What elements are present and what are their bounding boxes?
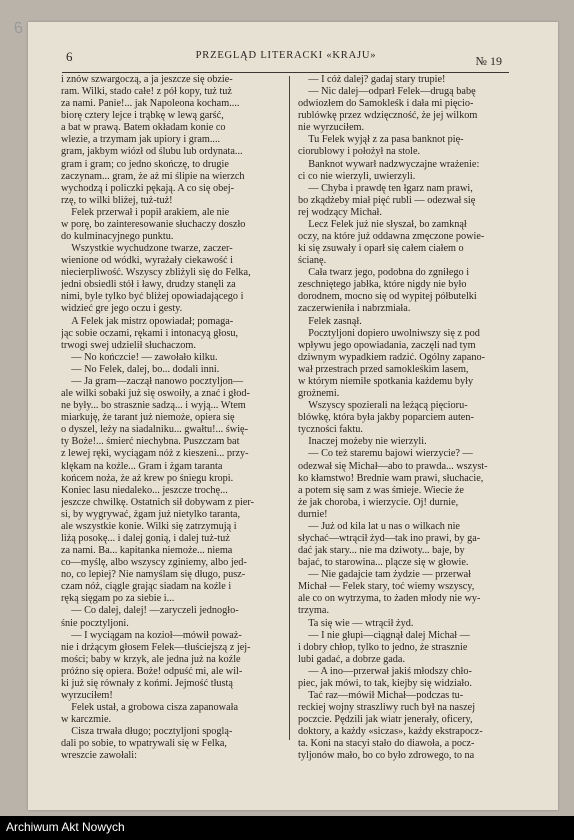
text-line: dać jak stary... nie ma dziwoty... baje, by xyxy=(298,545,465,557)
text-line: gram, jakbym wiózł od ślubu lub ordynata... xyxy=(61,146,243,158)
archive-footer-bar xyxy=(0,816,574,840)
text-line: ram. Wilki, stado całe! z pół kopy, tuż tuż xyxy=(61,86,232,98)
text-line: ścianę. xyxy=(298,255,327,267)
text-line: zaczerwieniła i nabrzmiała. xyxy=(298,303,411,315)
text-line: w porę, bo zainteresowanie słuchaczy doszło xyxy=(61,218,246,230)
text-line: — Nie gadajcie tam żydzie — przerwał xyxy=(298,569,472,581)
text-line: biorę cztery lejce i trąbkę w lewą garść, xyxy=(61,110,224,122)
text-line: trzyma. xyxy=(298,605,330,617)
text-line: jedni obsiedli stół i ławy, drudzy stanęli za xyxy=(61,279,236,291)
text-line: — No kończcie! — zawołało kilku. xyxy=(61,351,218,363)
text-line: bajać, to starowina... plącze się w głowie. xyxy=(298,557,469,569)
text-line: o dyszel, leży na siadalniku... gwałtu!... świę- xyxy=(61,424,249,436)
text-line: ne były... bo strasznie sadzą... i wyją... Wtem xyxy=(61,400,246,412)
text-line: — A ino—przerwał jakiś młodszy chło- xyxy=(298,665,472,677)
text-line: — Co dalej, dalej! —zaryczeli jednogło- xyxy=(61,605,239,617)
text-line: — Co też staremu bajowi wierzycie? — xyxy=(298,448,473,460)
text-line: tyljonów mało, bo co było zdrowego, to na xyxy=(298,750,475,762)
pencil-page-mark: 6 xyxy=(12,19,24,38)
text-line: oczy, na które już oddawna zmęczone powie- xyxy=(298,231,485,243)
text-line: rublówkę przez wdzięczność, że jej wilkom xyxy=(298,110,478,122)
text-line: dorodnem, mocno się od wypitej półbutelki xyxy=(298,291,477,303)
text-line: śnie pocztyljoni. xyxy=(61,617,129,629)
text-line: Wszyscy spozierali na leżącą pięcioru- xyxy=(298,400,468,412)
text-line: do kulminacyjnego punktu. xyxy=(61,231,174,243)
text-line: w karczmie. xyxy=(61,714,112,726)
text-line: nie wyrzuciłem. xyxy=(298,122,365,134)
text-line: liżą posokę... i dalej gonią, i dalej tuż-tuż xyxy=(61,532,230,544)
text-line: — I nie głupi—ciągnął dalej Michał — xyxy=(298,629,470,641)
text-line: Lecz Felek już nie słyszał, bo zamknął xyxy=(298,218,467,230)
text-line: wpływu jego opowiadania, zaczęli nad tym xyxy=(298,339,476,351)
text-line: trwogi swej udzielił słuchaczom. xyxy=(61,339,196,351)
text-line: nie i drżącym głosem Felek—tłuściejszą z jej- xyxy=(61,641,251,653)
text-line: ale wilki sobaki już się oswoiły, a znać i głod- xyxy=(61,388,250,400)
text-line: klękam na koźle... Gram i żgam taranta xyxy=(61,460,223,472)
text-line: si, by wygrywać, żgam już nietylko taranta, xyxy=(61,508,241,520)
text-line: ki już się równały z końmi. Jejmość tłustą xyxy=(61,677,233,689)
text-line: blówkę, która była jakby poparciem auten- xyxy=(298,412,474,424)
text-line: Michał — Felek stary, toć wiemy wszyscy, xyxy=(298,581,475,593)
text-line: Inaczej możeby nie wierzyli. xyxy=(298,436,427,448)
text-line: ko kłamstwo! Brednie wam prawi, słuchacie, xyxy=(298,472,484,484)
text-line: — I cóż dalej? gadaj stary trupie! xyxy=(298,74,446,85)
text-line: jeszcze chwilkę. Ostatnich sił dobywam z pier- xyxy=(61,496,255,508)
text-line: Tać raz—mówił Michał—podczas tu- xyxy=(298,689,464,701)
text-line: mości; baby w krzyk, ale jedna już na koźle xyxy=(61,653,241,665)
text-line: durnie! xyxy=(298,508,328,520)
text-line: zeschniętego jabłka, które nigdy nie było xyxy=(298,279,467,291)
column-divider xyxy=(289,76,290,740)
text-line: a potem się sam z was śmieje. Wiecie że xyxy=(298,484,464,496)
text-line: Banknot wywarł nadzwyczajne wrażenie: xyxy=(298,158,480,170)
text-line: dziwnym wypadkiem radzić. Ogólny zapano- xyxy=(298,351,486,363)
text-line: widzieć gre jego oczu i gesty. xyxy=(61,303,183,315)
text-line: miarkuję, że tarant już niemoże, opiera się xyxy=(61,412,235,424)
text-line: wał przestrach przed samokleśkim lasem, xyxy=(298,363,469,375)
page-header xyxy=(52,46,520,72)
text-line: wychodzą i policzki pękają. A co się obej- xyxy=(61,182,235,194)
text-line: piec, jak mówi, to tak, kiejby się widziało. xyxy=(298,677,472,689)
text-line: — Już od kila lat u nas o wilkach nie xyxy=(298,520,460,532)
text-line: ręką sięgam po za siebie i... xyxy=(61,593,175,605)
text-line: — Ja gram—zaczął nanowo pocztyljon— xyxy=(61,375,244,387)
text-line: w którym niemiłe spotkania każdemu były xyxy=(298,375,474,387)
text-line: — I wyciągam na kozioł—mówił poważ- xyxy=(61,629,242,641)
text-line: nimi, byle tylko być bliżej opowiadającego i xyxy=(61,291,244,303)
text-line: co—myślę, albo wszyscy zginiemy, albo jed- xyxy=(61,557,247,569)
text-line: gram i gram; co jedno skończę, to drugie xyxy=(61,158,229,170)
left-text-column xyxy=(61,74,283,762)
text-line: Tu Felek wyjął z za pasa banknot pię- xyxy=(298,134,464,146)
text-line: ki się zsuwały i oparł się całem ciałem o xyxy=(298,243,464,255)
text-line: wienione od wódki, wyrażały ciekawość i xyxy=(61,255,233,267)
text-line: reckiej wojny straszliwy ruch był na naszej xyxy=(298,702,476,714)
text-line: Cała twarz jego, podobna do zgniłego i xyxy=(298,267,470,279)
text-line: próżno się opiera. Boże! odpuść mi, ale wil- xyxy=(61,665,243,677)
text-line: jąc sobie oczami, rękami i intonacyą głosu, xyxy=(61,327,239,339)
text-line: rzę, to wilki bliżej, tuż-tuż! xyxy=(61,194,173,206)
text-line: zaczynam... gram, że aż mi ślipie na wierzch xyxy=(61,170,245,182)
archive-label: Archiwum Akt Nowych xyxy=(6,820,125,834)
text-line: i znów szwargoczą, a ja jeszcze się obzie- xyxy=(61,74,233,85)
text-line: ta. Koni na stacyi stało do diawoła, a pocz- xyxy=(298,738,475,750)
text-line: za nami. Panie!... jak Napoleona kocham.... xyxy=(61,98,240,110)
text-line: odezwał się Michał—abo to prawda... wszyst- xyxy=(298,460,488,472)
text-line: — No Felek, dalej, bo... dodali inni. xyxy=(61,363,220,375)
header-rule xyxy=(62,72,509,73)
text-line: wlezie, a trzymam jak upiory i gram.... xyxy=(61,134,221,146)
page-number: 6 xyxy=(66,49,73,64)
text-line: Felek zasnął. xyxy=(298,315,362,327)
text-line: ty Boże!... śmierć niechybna. Puszczam bat xyxy=(61,436,240,448)
text-line: no, co lepiej? Nie namyślam się długo, pusz- xyxy=(61,569,246,581)
text-line: A Felek jak mistrz opowiadał; pomaga- xyxy=(61,315,234,327)
text-line: wyrzuciłem! xyxy=(61,689,113,701)
text-line: Pocztyljoni dopiero uwolniwszy się z pod xyxy=(298,327,480,339)
text-line: Felek przerwał i popił arakiem, ale nie xyxy=(61,206,230,218)
text-line: tyczności faktu. xyxy=(298,424,363,436)
text-line: grożnemi. xyxy=(298,388,340,400)
text-line: poczcie. Pędzili jak wiatr jenerały, oficery, xyxy=(298,714,473,726)
text-line: i dobry chłop, tylko to jedno, że strasznie xyxy=(298,641,468,653)
text-line: Ta się wie — wtrącił żyd. xyxy=(298,617,414,629)
text-line: słychać—wtrącił żyd—tak ino prawi, by ga- xyxy=(298,532,481,544)
text-line: ale co on wytrzyma, to żaden młody nie wy- xyxy=(298,593,481,605)
journal-title: PRZEGLĄD LITERACKI «KRAJU» xyxy=(195,50,377,61)
text-line: odwiozłem do Samokleśk i dała mi pięcio- xyxy=(298,98,474,110)
text-line: rej wodzący Michał. xyxy=(298,206,382,218)
text-line: że jak choroba, i wierzycie. Oj! durnie, xyxy=(298,496,459,508)
issue-number: № 19 xyxy=(475,54,502,68)
text-line: doktory, a każdy «siczas», każdy ekstrapocz- xyxy=(298,726,483,738)
text-line: Felek ustał, a grobowa cisza zapanowała xyxy=(61,702,239,714)
text-line: dali po sobie, to wpatrywali się w Felka, xyxy=(61,738,227,750)
text-line: ale wszystkie konie. Wilki się zatrzymują i xyxy=(61,520,237,532)
text-line: — Nic dalej—odparł Felek—drugą babę xyxy=(298,86,476,98)
text-line: lubi gadać, a dobrze gada. xyxy=(298,653,406,665)
text-line: — Chyba i prawdę ten łgarz nam prawi, xyxy=(298,182,473,194)
text-line: bo zkądżeby miał pięć rubli — odezwał się xyxy=(298,194,476,206)
text-line: za nami. Ba... kapitanka niemoże... niema xyxy=(61,545,233,557)
text-line: niecierpliwość. Wszyscy zbliżyli się do Felka, xyxy=(61,267,251,279)
text-line: ciorublowy i położył na stole. xyxy=(298,146,421,158)
right-text-column xyxy=(298,74,520,762)
text-line: Koniec lasu niedaleko... jeszcze trochę... xyxy=(61,484,228,496)
text-line: Wszystkie wychudzone twarze, zaczer- xyxy=(61,243,233,255)
text-line: z lewej ręki, wyciągam nóż z kieszeni... przy- xyxy=(61,448,249,460)
text-line: wreszcie zawołali: xyxy=(61,750,137,762)
text-line: czam nóż, ciągle grając siadam na koźle i xyxy=(61,581,232,593)
text-line: a bat w prawą. Batem okładam konie co xyxy=(61,122,226,134)
text-line: Cisza trwała długo; pocztyljoni spoglą- xyxy=(61,726,233,738)
text-line: ci co nie wierzyli, uwierzyli. xyxy=(298,170,416,182)
text-line: końcem noża, że aż krew po śniegu kropi. xyxy=(61,472,234,484)
